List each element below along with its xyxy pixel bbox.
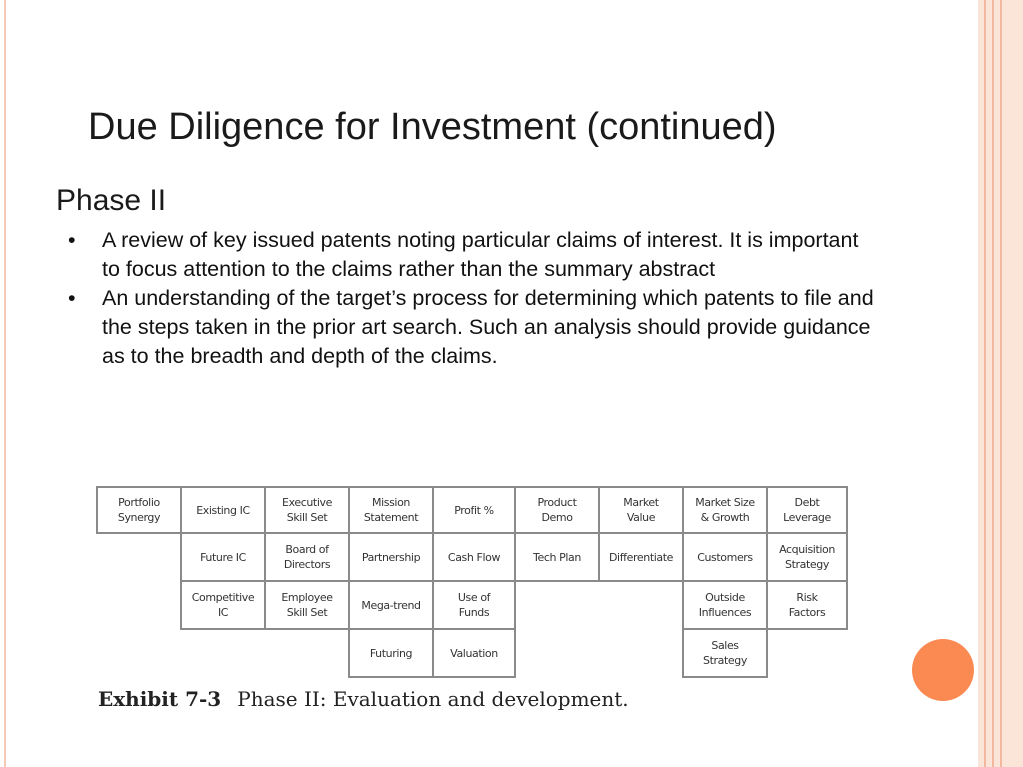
- exhibit-cell: Customers: [682, 532, 768, 582]
- exhibit-grid: [96, 486, 848, 679]
- bullet-item: [60, 226, 880, 284]
- exhibit-cell: Outside Influences: [682, 580, 768, 630]
- exhibit-cell: Mission Statement: [348, 486, 434, 534]
- exhibit-caption-text: Phase II: Evaluation and development.: [237, 687, 629, 711]
- exhibit-cell: Debt Leverage: [766, 486, 848, 534]
- exhibit-cell: Market Size & Growth: [682, 486, 768, 534]
- exhibit-cell: Sales Strategy: [682, 628, 768, 678]
- bullet-text: An understanding of the target’s process for determining which patents to file and the steps taken in the prior art search. Such an analysis should provide guidance as to the breadth and depth of the claims.: [102, 286, 874, 368]
- decorative-circle: [912, 639, 974, 701]
- exhibit-cell: Cash Flow: [432, 532, 516, 582]
- slide-subtitle: Phase II: [56, 184, 167, 217]
- exhibit-cell: Employee Skill Set: [264, 580, 350, 630]
- exhibit-cell: Risk Factors: [766, 580, 848, 630]
- exhibit-cell: Market Value: [598, 486, 684, 534]
- bullet-icon: •: [68, 228, 76, 252]
- exhibit-cell: Profit %: [432, 486, 516, 534]
- exhibit-cell: Existing IC: [180, 486, 266, 534]
- exhibit-cell: Product Demo: [514, 486, 600, 534]
- exhibit-cell: Use of Funds: [432, 580, 516, 630]
- exhibit-cell: Acquisition Strategy: [766, 532, 848, 582]
- slide-frame-left: [4, 0, 6, 767]
- slide-title: Due Diligence for Investment (continued): [88, 106, 777, 148]
- exhibit-cell: Valuation: [432, 628, 516, 678]
- exhibit-caption: [98, 687, 629, 711]
- exhibit-cell: Future IC: [180, 532, 266, 582]
- exhibit-caption-lead: Exhibit 7-3: [98, 687, 222, 711]
- exhibit-cell: Portfolio Synergy: [96, 486, 182, 534]
- exhibit-cell: Partnership: [348, 532, 434, 582]
- slide-frame-right: [978, 0, 1023, 767]
- exhibit-cell: Competitive IC: [180, 580, 266, 630]
- exhibit-cell: Mega-trend: [348, 580, 434, 630]
- bullet-list: [60, 226, 880, 371]
- bullet-text: A review of key issued patents noting particular claims of interest. It is important to focus attention to the claims rather than the summary abstract: [102, 228, 859, 281]
- bullet-icon: •: [68, 286, 76, 310]
- bullet-item: [60, 284, 880, 371]
- exhibit-cell: Tech Plan: [514, 532, 600, 582]
- exhibit-cell: Board of Directors: [264, 532, 350, 582]
- exhibit-cell: Executive Skill Set: [264, 486, 350, 534]
- exhibit-cell: Futuring: [348, 628, 434, 678]
- exhibit-cell: Differentiate: [598, 532, 684, 582]
